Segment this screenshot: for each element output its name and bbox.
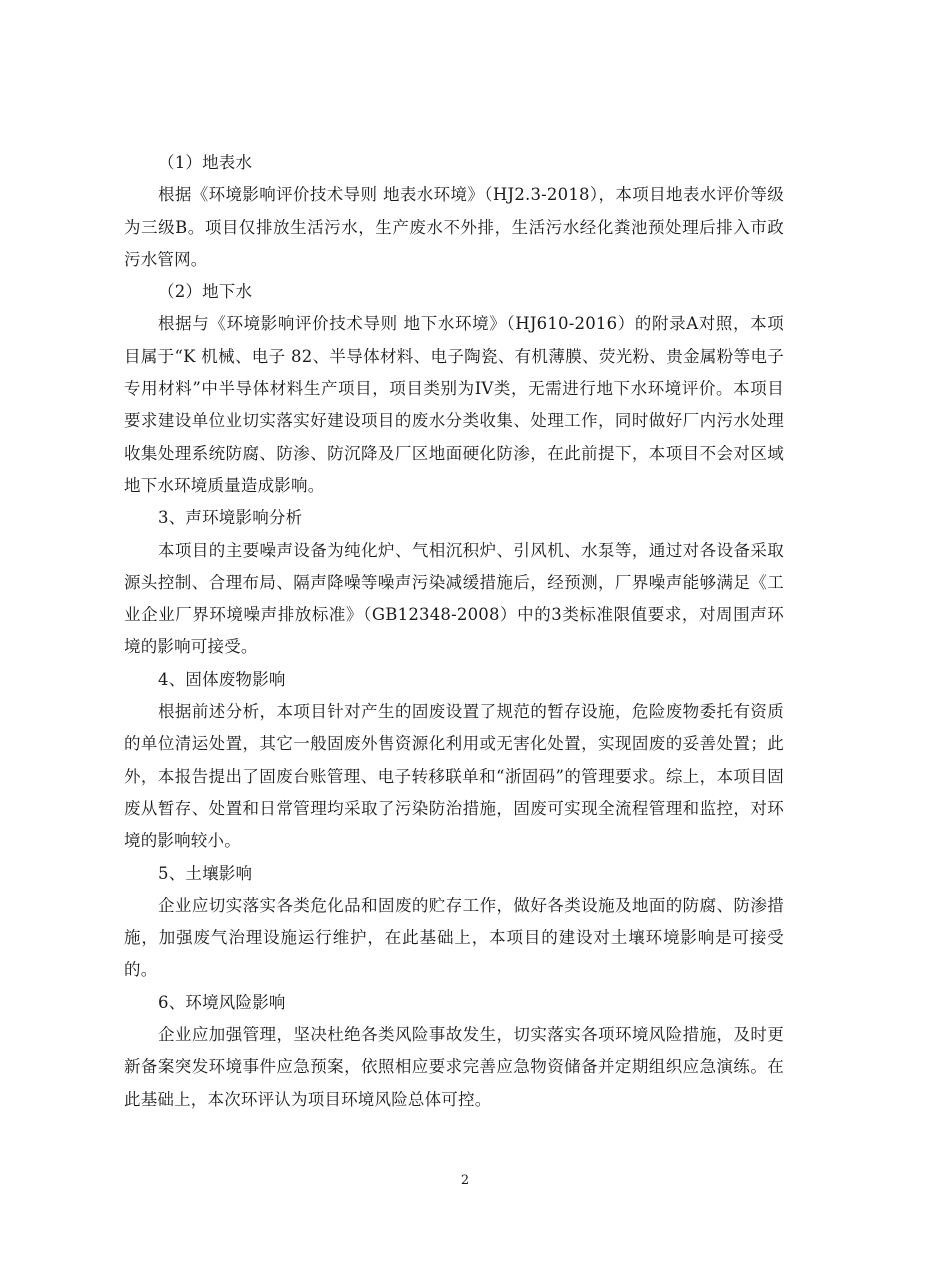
risk-heading: 6、环境风险影响 [158,992,286,1012]
solid-waste-paragraph: 根据前述分析，本项目针对产生的固废设置了规范的暂存设施，危险废物委托有资质的单位清运处置，其它一般固废外售资源化利用或无害化处置，实现固废的妥善处置；此外，本报告提出了固废台账管理、电子转移联单和“浙固码”的管理要求。综上，本项目固废从暂存、处置和日常管理均采取了污染防治措施，固废可实现全流程管理和监控，对环境的影响较小。 [124,702,784,851]
risk-paragraph: 企业应加强管理，坚决杜绝各类风险事故发生，切实落实各项环境风险措施，及时更新备案突发环境事件应急预案，依照相应要求完善应急物资储备并定期组织应急演练。在此基础上，本次环评认为项目环境风险总体可控。 [124,1025,784,1109]
groundwater-heading: （2）地下水 [158,282,253,302]
surface-water-heading: （1）地表水 [158,153,253,172]
soil-paragraph: 企业应切实落实各类危化品和固废的贮存工作，做好各类设施及地面的防腐、防渗措施，加强废气治理设施运行维护，在此基础上，本项目的建设对土壤环境影响是可接受的。 [124,895,784,980]
groundwater-paragraph: 根据与《环境影响评价技术导则 地下水环境》（HJ610-2016）的附录A对照，本项目属于“K 机械、电子 82、半导体材料、电子陶瓷、有机薄膜、荧光粉、贵金属粉等电子专用材料”中半导体材料生产项目，项目类别为IV类，无需进行地下水环境评价。本项目要求建设单位业切实落实好建设项目的废水分类收集、处理工作，同时做好厂内污水处理收集处理系统防腐、防渗、防沉降及厂区地面硬化防渗，在此前提下，本项目不会对区域地下水环境质量造成影响。 [124,314,784,495]
surface-water-paragraph: 根据《环境影响评价技术导则 地表水环境》（HJ2.3-2018），本项目地表水评价等级为三级B。项目仅排放生活污水，生产废水不外排，生活污水经化粪池预处理后排入市政污水管网。 [124,185,784,269]
page-number: 2 [460,1173,470,1188]
page-body [124,147,784,1116]
noise-paragraph: 本项目的主要噪声设备为纯化炉、气相沉积炉、引风机、水泵等，通过对各设备采取源头控制、合理布局、隔声降噪等噪声污染减缓措施后，经预测，厂界噪声能够满足《工业企业厂界环境噪声排放标准》（GB12348-2008）中的3类标准限值要求，对周围声环境的影响可接受。 [124,540,784,657]
noise-heading: 3、声环境影响分析 [158,508,303,528]
solid-waste-heading: 4、固体废物影响 [158,669,286,689]
soil-heading: 5、土壤影响 [158,863,253,883]
